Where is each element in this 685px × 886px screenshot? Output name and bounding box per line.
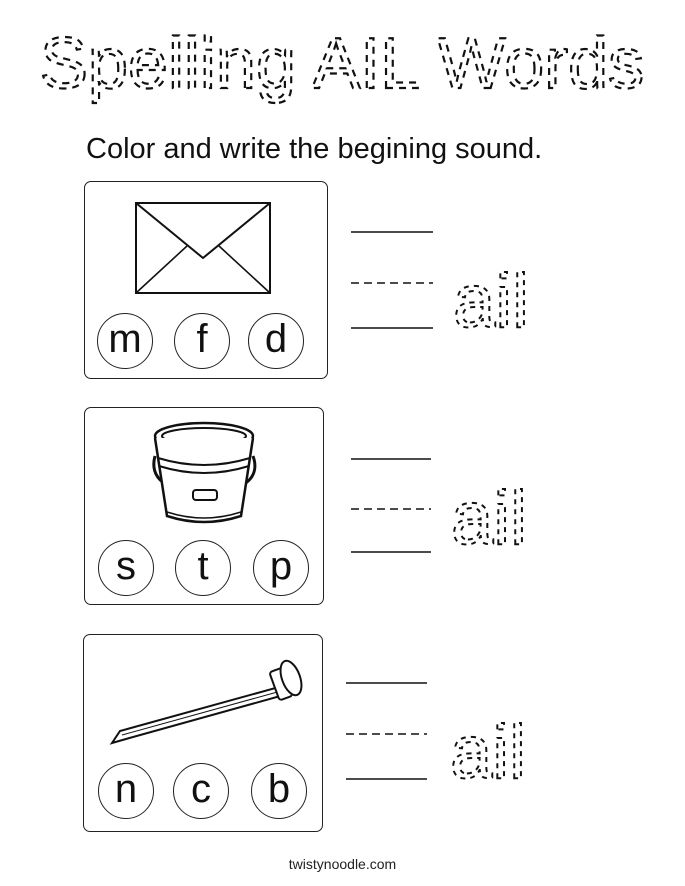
letter-choice-s[interactable]: s — [98, 540, 154, 596]
pail-icon — [145, 416, 263, 526]
letter-choice-n[interactable]: n — [98, 763, 154, 819]
writing-lines-2[interactable] — [345, 442, 565, 572]
footer-credit: twistynoodle.com — [288, 856, 397, 872]
problem-card-1 — [84, 181, 328, 379]
letter-choice-m[interactable]: m — [97, 313, 153, 369]
letter-choice-p[interactable]: p — [253, 540, 309, 596]
letter-choice-d[interactable]: d — [248, 313, 304, 369]
worksheet-title-text: Spelling AIL Words — [39, 24, 645, 104]
instruction-text: Color and write the begining sound. — [86, 133, 543, 165]
worksheet-title — [0, 0, 685, 120]
writing-lines-3[interactable] — [340, 666, 565, 796]
nail-icon — [104, 649, 304, 749]
letter-choice-f[interactable]: f — [174, 313, 230, 369]
word-ending-2: ail — [451, 476, 528, 561]
problem-card-3 — [83, 634, 323, 832]
envelope-icon — [135, 202, 271, 294]
letter-choice-b[interactable]: b — [251, 763, 307, 819]
word-ending-3: ail — [450, 710, 527, 795]
problem-card-2 — [84, 407, 324, 605]
writing-lines-1[interactable] — [345, 215, 565, 345]
letter-choice-t[interactable]: t — [175, 540, 231, 596]
word-ending-1: ail — [453, 259, 530, 344]
letter-choice-c[interactable]: c — [173, 763, 229, 819]
